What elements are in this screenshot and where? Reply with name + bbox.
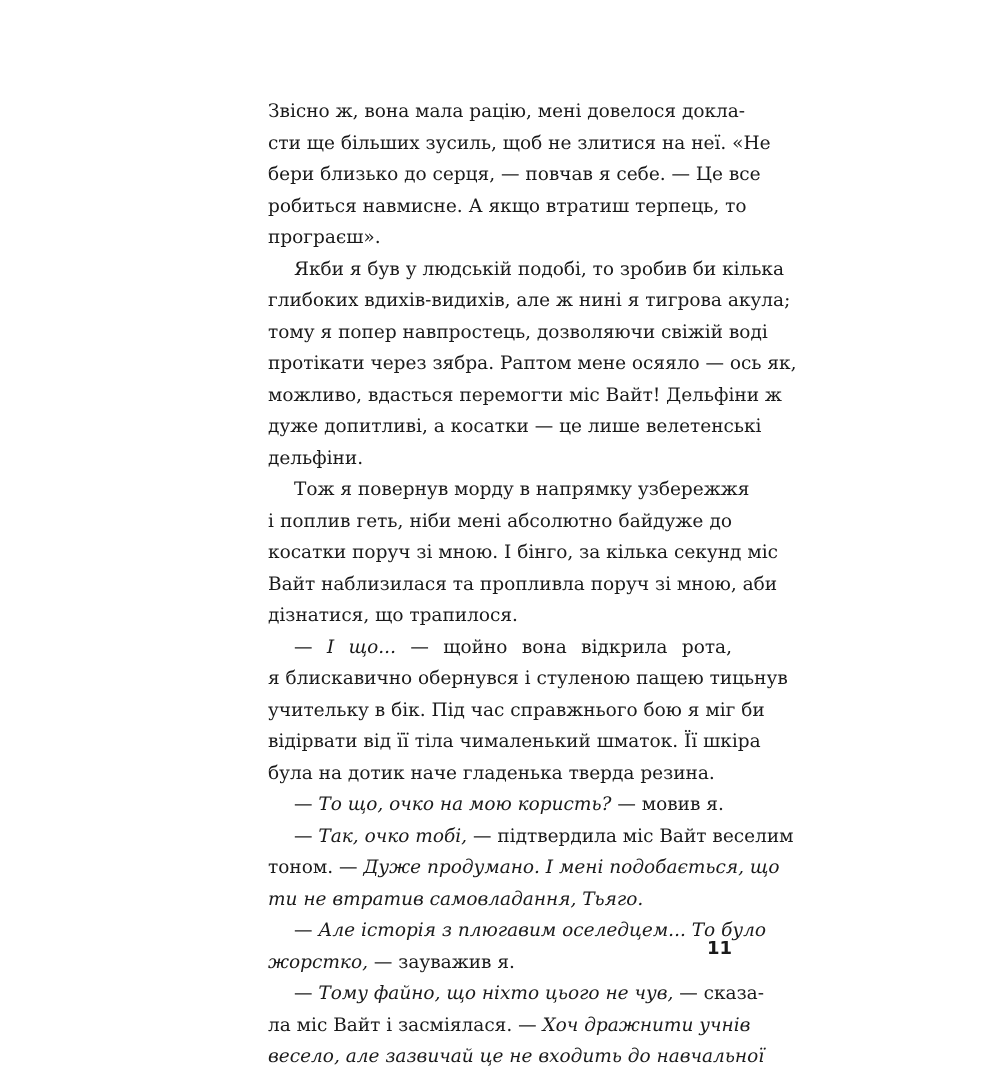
text-line: я блискавично обернувся і стуленою пащею тицьнув <box>268 668 788 689</box>
text-line <box>268 789 732 821</box>
text-line: тому я попер навпростець, дозволяючи свіжій воді <box>268 321 768 343</box>
dash: — <box>294 825 319 847</box>
text-line <box>268 978 764 1010</box>
italic-speech: Так, очко тобі, <box>318 825 468 847</box>
text-line <box>268 1041 765 1073</box>
text-line: була на дотик наче гладенька тверда резина. <box>268 762 715 784</box>
body-text <box>268 96 797 1073</box>
dash: — <box>294 983 319 1004</box>
italic-speech: Хоч дражнити учнів <box>542 1014 751 1036</box>
text-line <box>268 821 794 853</box>
text-line: можливо, вдасться перемогти міс Вайт! Дельфіни ж <box>268 384 782 406</box>
italic-speech: жорстко, <box>268 951 368 973</box>
text-line <box>268 884 732 916</box>
narration: тоном. — <box>268 857 364 878</box>
text-line: протікати через зябра. Раптом мене осяяло — ось як, <box>268 353 797 374</box>
narration: — зауважив я. <box>367 951 515 973</box>
text-line: бери близько до серця, — повчав я себе. — Це все <box>268 164 761 185</box>
narration: — щойно вона відкрила рота, <box>395 636 732 658</box>
text-line: дізнатися, що трапилося. <box>268 605 518 626</box>
text-line: учительку в бік. Під час справжнього бою я міг би <box>268 699 765 721</box>
text-line <box>268 915 767 947</box>
text-line: відірвати від її тіла чималенький шматок. Її шкіра <box>268 731 761 752</box>
text-line <box>268 947 732 979</box>
text-line: Тож я повернув морду в напрямку узбережжя <box>294 479 750 500</box>
text-line: глибоких вдихів-видихів, але ж нині я тигрова акула; <box>268 290 791 311</box>
text-line: Звісно ж, вона мала рацію, мені довелося докла- <box>268 101 746 122</box>
text-line <box>268 632 732 664</box>
italic-speech: То що, очко на мою користь? <box>318 794 612 815</box>
dash: — <box>294 920 319 941</box>
italic-speech: І що... <box>326 636 396 658</box>
text-line <box>268 852 780 884</box>
narration: — сказа- <box>673 983 764 1004</box>
text-line: Вайт наблизилася та пропливла поруч зі мною, аби <box>268 573 778 595</box>
dash: — <box>294 636 327 658</box>
text-line <box>268 1010 751 1042</box>
text-line: косатки поруч зі мною. І бінго, за кілька секунд міс <box>268 542 778 563</box>
text-line: програєш». <box>268 227 381 248</box>
narration: — мовив я. <box>611 794 724 815</box>
italic-speech: ти не втратив самовладання, Тьяго. <box>268 888 644 910</box>
page-number: 11 <box>706 938 732 959</box>
text-line: Якби я був у людській подобі, то зробив би кілька <box>294 258 785 280</box>
italic-speech: Але історія з плюгавим оселедцем... То було <box>318 920 767 941</box>
text-line: робиться навмисне. А якщо втратиш терпець, то <box>268 195 747 217</box>
narration: ла міс Вайт і засміялася. — <box>268 1014 543 1036</box>
italic-speech: Тому файно, що ніхто цього не чув, <box>318 983 674 1004</box>
narration: — підтвердила міс Вайт веселим <box>467 825 794 847</box>
text-line: дуже допитливі, а косатки — це лише велетенські <box>268 416 762 437</box>
italic-speech: весело, але зазвичай це не входить до навчальної <box>268 1046 765 1067</box>
italic-speech: Дуже продумано. І мені подобається, що <box>363 857 780 878</box>
dash: — <box>294 794 319 815</box>
text-line: і поплив геть, ніби мені абсолютно байдуже до <box>268 510 732 532</box>
text-line: дельфіни. <box>268 447 364 469</box>
text-line: сти ще більших зусиль, щоб не злитися на неї. «Не <box>268 132 771 154</box>
